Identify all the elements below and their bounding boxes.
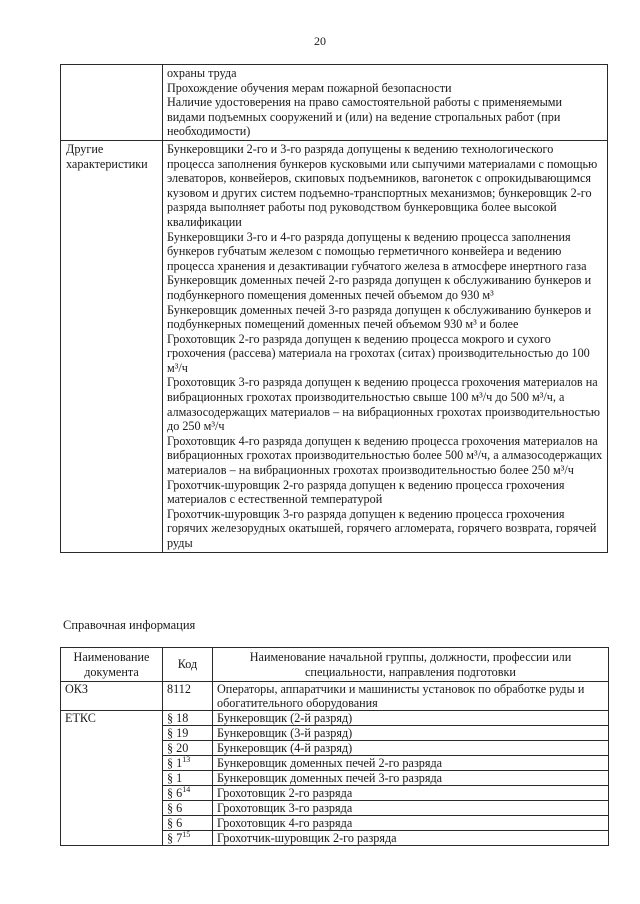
name-cell: Грохотовщик 3-го разряда	[213, 801, 609, 816]
continued-requirements-cell	[163, 65, 608, 141]
characteristic-paragraph: Бункеровщики 3-го и 4-го разряда допущены к ведению процесса заполнения бункеров губчатым железом с помощью герметичного конвейера и ведению процесса хранения и дезактивации губчатого железа в атмосфере инертного газа	[167, 229, 587, 273]
table-row	[61, 711, 609, 726]
characteristic-paragraph: Бункеровщик доменных печей 3-го разряда допущен к обслуживанию бункеров и подбункерных помещений доменных печей объемом 930 м³ и более	[167, 302, 592, 332]
characteristic-paragraph: Грохотчик-шуровщик 3-го разряда допущен к ведению процесса грохочения горячих железорудных окатышей, горячего агломерата, горячего возврата, горячей руды	[167, 506, 597, 550]
code-cell	[163, 726, 213, 741]
characteristic-paragraph: Бункеровщики 2-го и 3-го разряда допущены к ведению технологического процесса заполнения бункеров кусковыми или сыпучими материалами с помощью элеваторов, конвейеров, скиповых подъемников, вагонеток с опрокидывающимся кузовом и других систем подъемно-транспортных механизмов; бункеровщик 2-го разряда выполняет работы под руководством бункеровщика более высокой квалификации	[167, 141, 598, 229]
requirement-paragraph: охраны труда	[167, 66, 237, 80]
name-cell: Грохотчик-шуровщик 2-го разряда	[213, 831, 609, 846]
characteristic-paragraph: Грохотовщик 2-го разряда допущен к ведению процесса мокрого и сухого грохочения (рассева) материала на грохотах (ситах) производительностью до 100 м³/ч	[167, 331, 590, 375]
code-cell	[163, 756, 213, 771]
code-text: § 6	[167, 786, 183, 801]
code-text: § 7	[167, 831, 183, 846]
table-row	[61, 140, 608, 552]
name-cell: Бункеровщик (4-й разряд)	[213, 741, 609, 756]
name-cell: Бункеровщик доменных печей 3-го разряда	[213, 771, 609, 786]
name-cell: Грохотовщик 4-го разряда	[213, 816, 609, 831]
code-cell	[163, 771, 213, 786]
footnote-ref: 15	[182, 830, 191, 840]
footnote-ref: 13	[182, 755, 191, 765]
other-characteristics-label: Другие характеристики	[61, 140, 163, 552]
reference-heading: Справочная информация	[63, 618, 196, 632]
code-cell	[163, 816, 213, 831]
page-number: 20	[314, 34, 326, 48]
requirement-paragraph: Прохождение обучения мерам пожарной безопасности	[167, 80, 452, 95]
header-code: Код	[163, 648, 213, 682]
code-text: § 1	[167, 771, 183, 786]
code-text: § 6	[167, 801, 183, 816]
header-name: Наименование начальной группы, должности, профессии или специальности, направления подготовки	[213, 648, 609, 682]
characteristic-paragraph: Бункеровщик доменных печей 2-го разряда допущен к обслуживанию бункеров и подбункерного помещения доменных печей объемом до 930 м³	[167, 273, 592, 302]
table-header-row	[61, 648, 609, 682]
code-text: § 6	[167, 816, 183, 831]
requirements-table	[60, 64, 608, 553]
code-cell	[163, 786, 213, 801]
other-characteristics-cell	[163, 140, 608, 552]
code-cell: 8112	[163, 682, 213, 711]
table-row	[61, 682, 609, 711]
name-cell: Грохотовщик 2-го разряда	[213, 786, 609, 801]
code-cell	[163, 801, 213, 816]
name-cell: Операторы, аппаратчики и машинисты установок по обработке руды и обогатительного оборудования	[213, 682, 609, 711]
reference-table	[60, 647, 609, 846]
code-cell	[163, 831, 213, 846]
name-cell: Бункеровщик доменных печей 2-го разряда	[213, 756, 609, 771]
table-row	[61, 65, 608, 141]
name-cell: Бункеровщик (2-й разряд)	[213, 711, 609, 726]
doc-etks: ЕТКС	[61, 711, 163, 846]
requirement-paragraph: Наличие удостоверения на право самостоятельной работы с применяемыми видами подъемных сооружений и (или) на ведение стропальных работ (при необходимости)	[167, 95, 562, 139]
characteristic-paragraph: Грохотовщик 4-го разряда допущен к ведению процесса грохочения материалов на вибрационных грохотах производительностью более 500 м³/ч, а алмазосодержащих материалов – на вибрационных грохотах производительностью более 250 м³/ч	[167, 433, 603, 478]
footnote-ref: 14	[182, 785, 191, 795]
name-cell: Бункеровщик (3-й разряд)	[213, 726, 609, 741]
doc-okz: ОКЗ	[61, 682, 163, 711]
characteristic-paragraph: Грохотчик-шуровщик 2-го разряда допущен к ведению процесса грохочения материалов с естественной температурой	[167, 477, 565, 507]
code-cell	[163, 711, 213, 726]
code-text: § 20	[167, 741, 189, 756]
header-document: Наименование документа	[61, 648, 163, 682]
characteristic-paragraph: Грохотовщик 3-го разряда допущен к ведению процесса грохочения материалов на вибрационных грохотах производительностью свыше 100 м³/ч до 500 м³/ч, а алмазосодержащих материалов – на вибрационных грохотах производительностью до 250 м³/ч	[167, 375, 601, 434]
empty-label-cell	[61, 65, 163, 141]
code-cell	[163, 741, 213, 756]
code-text: § 19	[167, 726, 189, 741]
code-text: § 18	[167, 711, 189, 726]
code-text: § 1	[167, 756, 183, 771]
